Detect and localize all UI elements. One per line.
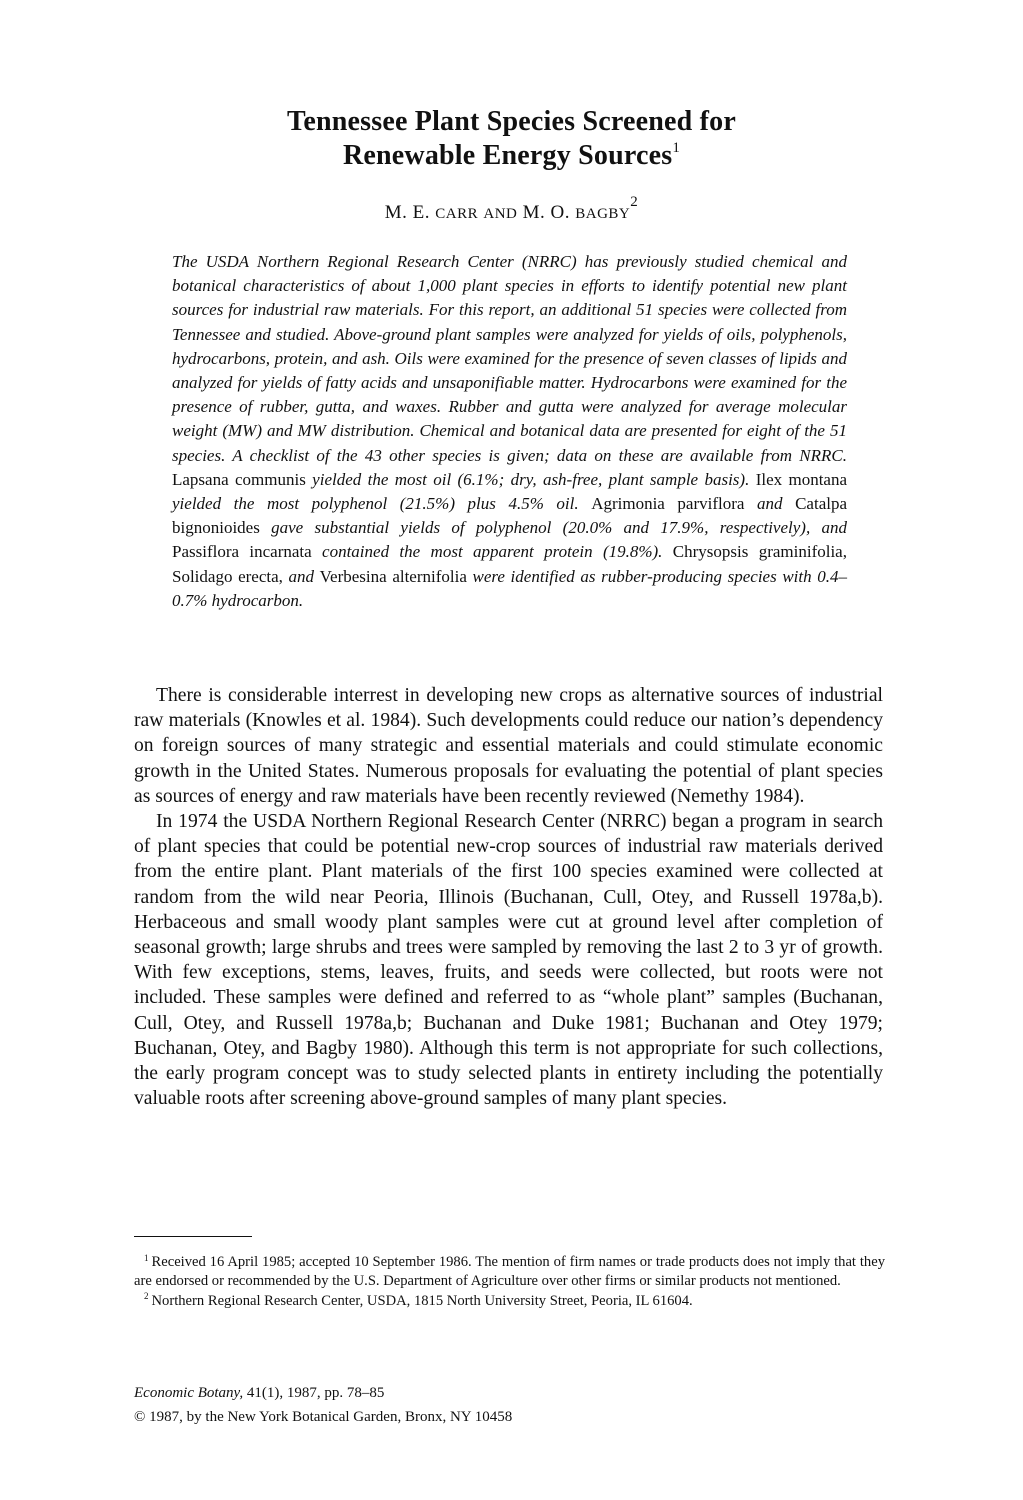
footnote-2-text: Northern Regional Research Center, USDA, 1815 North University Street, Peoria, IL 61604. [151,1292,693,1309]
abstract-text: and [282,566,320,586]
abstract-text: yielded the most oil (6.1%; dry, ash-free, plant sample basis). [305,469,756,489]
species-name: Passiflora incarnata [172,542,312,562]
footnote-1-marker: 1 [144,1252,149,1263]
second-author-surname: BAGBY [575,206,631,222]
journal-footer [134,1381,512,1429]
footnotes [134,1253,885,1311]
species-name: Catalpa bignonioides [172,494,848,538]
copyright-notice: © 1987, by the New York Botanical Garden, Bronx, NY 10458 [134,1409,513,1425]
footnote-divider [134,1236,252,1237]
footnote-1 [134,1253,885,1292]
journal-name: Economic Botany, [134,1385,244,1401]
body-paragraph-2: In 1974 the USDA Northern Regional Research Center (NRRC) began a program in search of plant species that could be potential new-crop sources of industrial raw materials derived from the entire plant. Plant materials of the first 100 species examined were collected at random from the wild near Peoria, Illinois (Buchanan, Cull, Otey, and Russell 1978a,b). Herbaceous and small woody plant samples were cut at ground level after completion of seasonal growth; large shrubs and trees were sampled by removing the last 2 to 3 yr of growth. With few exceptions, stems, leaves, fruits, and seeds were collected, but roots were not included. These samples were defined and referred to as “whole plant” samples (Buchanan, Cull, Otey, and Russell 1978a,b; Buchanan and Duke 1981; Buchanan and Otey 1979; Buchanan, Otey, and Bagby 1980). Although this term is not appropriate for such collections, the early program concept was to study selected plants in entirety including the potentially valuable roots after screening above-ground samples of many plant species. [134,811,883,1110]
author-line [120,194,903,224]
footnote-2-marker: 2 [144,1291,149,1302]
abstract-text: contained the most apparent protein (19.8%). [311,542,673,562]
abstract-text: were identified as rubber-producing species with 0.4–0.7% hydrocarbon. [172,566,847,610]
first-author-surname: CARR [435,206,479,222]
body-paragraph-1: There is considerable interrest in developing new crops as alternative sources of industrial raw materials (Knowles et al. 1984). Such developments could reduce our nation’s dependency on foreign sources of many strategic and essential materials and could stimulate economic growth in the United States. Numerous proposals for evaluating the potential of plant species as sources of energy and raw materials have been recently reviewed (Nemethy 1984). [134,685,883,807]
footnote-1-text: Received 16 April 1985; accepted 10 September 1986. The mention of firm names or trade products does not imply that they are endorsed or recommended by the U.S. Department of Agriculture over other firms or similar products not mentioned. [134,1254,885,1290]
abstract-text: yielded the most polyphenol (21.5%) plus 4.5% oil. [172,494,592,514]
title-line-1: Tennessee Plant Species Screened for [287,106,736,137]
species-name: Agrimonia parviflora [591,494,745,514]
journal-volume-pages: 41(1), 1987, pp. 78–85 [243,1385,385,1401]
title-line-2: Renewable Energy Sources [342,140,673,171]
article-title [120,105,903,173]
species-name: Verbesina alternifolia [319,566,467,586]
author-footnote-marker: 2 [630,194,639,210]
body-text [134,683,883,1111]
species-name: Chrysopsis graminifolia, Solidago erecta, [172,542,847,586]
title-footnote-marker: 1 [672,140,681,156]
abstract [172,250,847,613]
abstract-text: and [744,494,796,514]
journal-citation [134,1381,512,1405]
species-name: Lapsana communis [172,469,306,489]
species-name: Ilex montana [755,469,848,489]
author-conjunction: AND [483,206,518,222]
footnote-2 [134,1292,885,1311]
second-author-initials: M. O. [522,202,570,223]
abstract-text: gave substantial yields of polyphenol (20.0% and 17.9%, respectively), and [259,518,847,538]
abstract-text: The USDA Northern Regional Research Center (NRRC) has previously studied chemical and botanical characteristics of about 1,000 plant species in efforts to identify potential new plant sources for industrial raw materials. For this report, an additional 51 species were collected from Tennessee and studied. Above-ground plant samples were analyzed for yields of oils, polyphenols, hydrocarbons, protein, and ash. Oils were examined for the presence of seven classes of lipids and analyzed for yields of fatty acids and unsaponifiable matter. Hydrocarbons were examined for the presence of rubber, gutta, and waxes. Rubber and gutta were analyzed for average molecular weight (MW) and MW distribution. Chemical and botanical data are presented for eight of the 51 species. A checklist of the 43 other species is given; data on these are available from NRRC. [172,252,847,465]
first-author-initials: M. E. [384,202,430,223]
